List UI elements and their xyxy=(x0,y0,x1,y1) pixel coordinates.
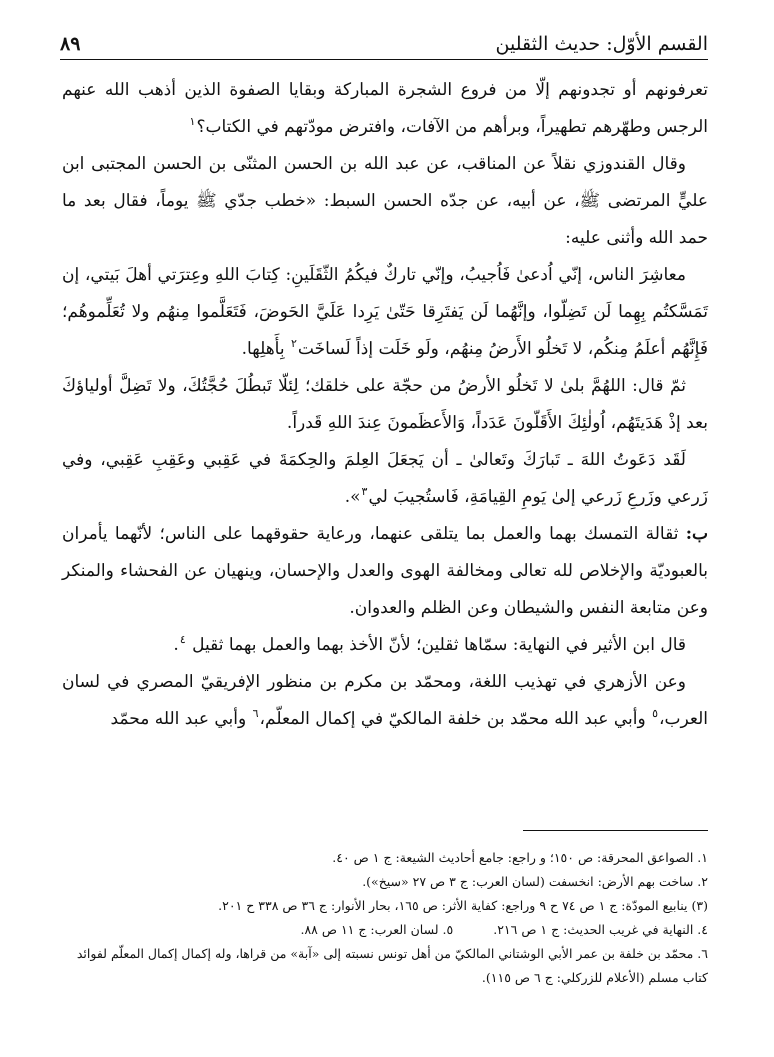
footnote-4: ٤. النهاية في غريب الحديث: ج ١ ص ٢١٦. xyxy=(493,922,708,937)
paragraph-5-text: لَقَد دَعَوتُ اللهَ ـ تَبارَكَ وتَعالىٰ ـ أن يَجعَلَ العِلمَ والحِكمَةَ في عَقِبي وعَقِبِ عَقِبي، وفي زَرعي وزَرعِ زَرعي إلىٰ يَومِ القِيامَةِ، فَاستُجيبَ لي xyxy=(62,450,708,507)
footnote-ref-5: ٥ xyxy=(652,707,659,721)
paragraph-7 xyxy=(62,627,708,664)
paragraph-6 xyxy=(62,516,708,627)
footnote-6: ٦. محمّد بن خلفة بن عمر الأبي الوشتاني المالكيّ من أهل تونس نسبته إلى «آبة» من قراها، وله إكمال إكمال المعلّم لفوائد كتاب مسلم (الأعلام للزركلي: ج ٦ ص ١١٥). xyxy=(76,946,708,985)
paragraph-3-end: بِأَهلِها. xyxy=(241,339,285,359)
paragraph-3-text: معاشِرَ الناس، إنّي اُدعىٰ فَاُجيبُ، وإنّي تاركٌ فيكُمُ الثّقَلَينِ: كِتابَ اللهِ وعِترَتي أهلَ بَيتي، إن تَمَسَّكتُم بِهِما لَن تَضِلّوا، وإنَّهُما لَن يَفتَرِقا حَتّىٰ يَرِدا عَلَيَّ الحَوضَ، فَتَعَلَّموا مِنهُم ولا تُعَلِّموهُم؛ فَإِنَّهُم أعلَمُ مِنكُم، لا تَخلُو الأَرضُ مِنهُم، ولَو خَلَت إذاً لَساخَت xyxy=(62,265,708,359)
paragraph-4: ثمّ قال: اللهُمَّ بلىٰ لا تَخلُو الأرضُ من حجّة على خلقك؛ لِئلّا تَبطُلَ حُجَّتُكَ، ولا تَضِلَّ أولياؤكَ بعد إذْ هَدَيتَهُم، اُولٰئِكَ الأَقَلّونَ عَدَداً، وَالأَعظَمونَ عِندَ اللهِ قَدراً. xyxy=(62,376,708,433)
footnote-2: ٢. ساخت بهم الأرض: انخسفت (لسان العرب: ج ٣ ص ٢٧ «سيخ»). xyxy=(362,874,708,889)
footnote-ref-2: ٢ xyxy=(291,337,297,351)
paragraph-6-text: ثقالة التمسك بهما والعمل بما يتلقى عنهما، ورعاية حقوقهما على الناس؛ لأنّهما يأمران بالعبوديّة والإخلاص لله تعالى ومخالفة الهوى والعدل والإحسان، وينهيان عن الفحشاء والمنكر وعن متابعة النفس والشيطان وعن الظلم والعدوان. xyxy=(62,524,708,618)
paragraph-2: وقال القندوزي نقلاً عن المناقب، عن عبد الله بن الحسن المثنّى بن الحسن المجتبى ابن عليٍّ المرتضى ﷺ، عن أبيه، عن جدّه الحسن السبط: «خطب جدّي ﷺ يوماً، فقال بعد ما حمد الله وأثنى عليه: xyxy=(62,154,708,248)
paragraph-5-end: ». xyxy=(344,487,361,507)
footnote-ref-3: ٣ xyxy=(361,485,368,499)
paragraph-1 xyxy=(62,72,708,146)
footnote-ref-1: ١ xyxy=(189,115,196,129)
paragraph-8 xyxy=(62,664,708,738)
footnote-3: (٣) ينابيع المودّة: ج ١ ص ٧٤ ح ٩ وراجع: كفاية الأثر: ص ١٦٥، بحار الأنوار: ج ٣٦ ص ٣٣٨ ح ٢٠١. xyxy=(218,898,708,913)
paragraph-7-end: . xyxy=(173,635,179,655)
paragraph-3 xyxy=(62,257,708,368)
paragraph-8-text-b: وأبي عبد الله محمّد بن خلفة المالكيّ في إكمال المعلّم، xyxy=(259,709,652,729)
footnote-1: ١. الصواعق المحرقة: ص ١٥٠؛ و راجع: جامع أحاديث الشيعة: ج ١ ص ٤٠. xyxy=(332,850,708,865)
paragraph-5 xyxy=(62,442,708,516)
paragraph-8-text-c: وأبي عبد الله محمّد xyxy=(110,709,252,729)
footnote-row-4-5 xyxy=(60,918,708,942)
footnote-ref-4: ٤ xyxy=(179,633,186,647)
paragraph-1-text: تعرفونهم أو تجدونهم إلّا من فروع الشجرة المباركة وبقايا الصفوة الذين أذهب الله عنهم الرجس وطهّرهم تطهيراً، وبرأهم من الآفات، وافترض مودّتهم في الكتاب؟ xyxy=(62,80,708,137)
main-text xyxy=(62,72,708,738)
paragraph-8-text-a: وعن الأزهري في تهذيب اللغة، ومحمّد بن مكرم بن منظور الإفريقيّ المصري في لسان العرب، xyxy=(62,672,708,729)
running-header xyxy=(60,26,708,60)
header-title: القسم الأوّل: حديث الثقلين xyxy=(495,33,708,55)
footnote-ref-6: ٦ xyxy=(252,707,259,721)
section-label-b: ب: xyxy=(685,524,708,544)
footnotes xyxy=(60,846,708,990)
footnote-divider xyxy=(523,830,708,831)
footnote-5: ٥. لسان العرب: ج ١١ ص ٨٨. xyxy=(300,922,454,937)
page-number: ٨٩ xyxy=(60,33,81,55)
paragraph-7-text: قال ابن الأثير في النهاية: سمّاها ثقلين؛ لأنّ الأخذ بهما والعمل بهما ثقيل xyxy=(192,635,686,655)
